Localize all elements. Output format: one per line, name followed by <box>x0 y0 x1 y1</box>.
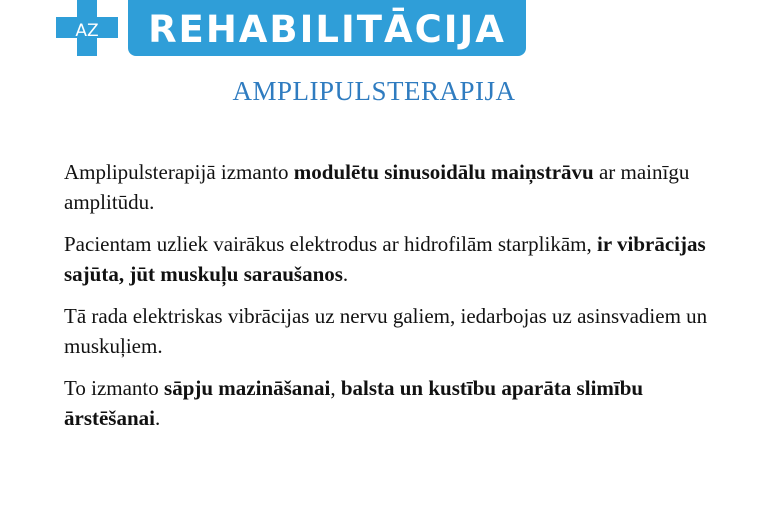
paragraph <box>64 229 724 289</box>
text-segment: Pacientam uzliek vairākus elektrodus ar hidrofilām starplikām, <box>64 232 597 256</box>
bold-text-segment: modulētu sinusoidālu maiņstrāvu <box>293 160 594 184</box>
paragraph <box>64 157 724 217</box>
medical-cross-logo-icon <box>56 0 118 56</box>
bold-text-segment: ir vibrācijas sajūta, jūt muskuļu saraušanos <box>64 232 706 286</box>
article-body <box>64 157 724 445</box>
bold-text-segment: sāpju mazināšanai <box>164 376 331 400</box>
paragraph <box>64 373 724 433</box>
text-segment: Amplipulsterapijā izmanto <box>64 160 294 184</box>
text-segment: To izmanto <box>64 376 165 400</box>
text-segment: . <box>155 406 161 430</box>
text-segment: ar mainīgu amplitūdu. <box>64 160 690 214</box>
logo-mark-text: AZ <box>75 21 99 41</box>
paragraph <box>64 301 724 361</box>
page-title: AMPLIPULSTERAPIJA <box>232 76 516 106</box>
text-segment: , <box>330 376 341 400</box>
text-segment: Tā rada elektriskas vibrācijas uz nervu galiem, iedarbojas uz asinsvadiem un muskuļiem. <box>64 304 708 358</box>
bold-text-segment: balsta un kustību aparāta slimību ārstēšanai <box>64 376 644 430</box>
brand-name: REHABILITĀCIJA <box>148 7 506 51</box>
brand-banner <box>128 0 526 56</box>
text-segment: . <box>342 262 349 286</box>
